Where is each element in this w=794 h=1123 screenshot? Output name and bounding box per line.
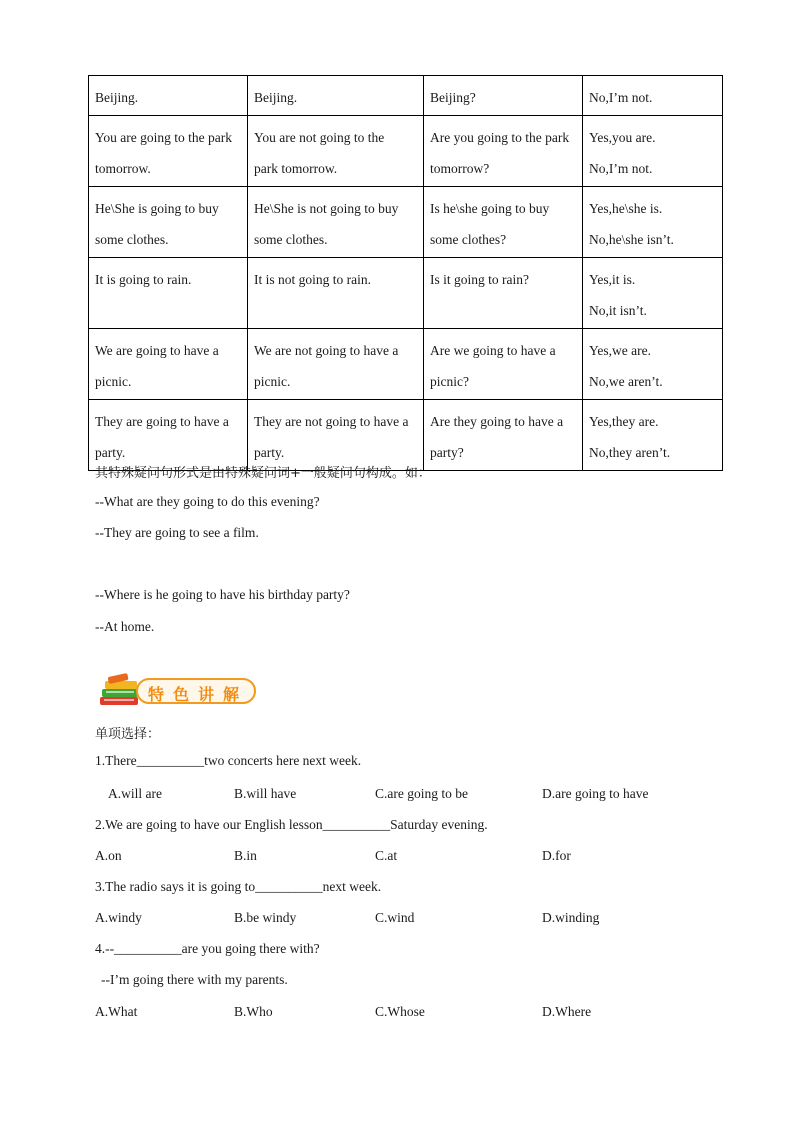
banner-title: 特色讲解 bbox=[148, 685, 249, 704]
table-cell bbox=[583, 187, 723, 258]
table-cell bbox=[89, 116, 248, 187]
cell-line: tomorrow? bbox=[430, 161, 490, 176]
exercise-heading: 单项选择： bbox=[95, 727, 161, 742]
example-question-2: --Where is he going to have his birthday party? bbox=[95, 587, 350, 602]
table-cell bbox=[248, 258, 424, 329]
cell-line: Yes,you are. bbox=[589, 130, 656, 145]
cell-line: They are going to have a bbox=[95, 414, 229, 429]
cell-line: Beijing. bbox=[95, 90, 139, 105]
cell-line: Beijing. bbox=[254, 90, 298, 105]
cell-line: No,it isn’t. bbox=[589, 303, 647, 318]
cell-line: some clothes. bbox=[95, 232, 169, 247]
table-cell bbox=[424, 116, 583, 187]
table-cell bbox=[248, 400, 424, 471]
table-row bbox=[89, 76, 723, 116]
grammar-table bbox=[88, 75, 723, 471]
table-cell bbox=[89, 258, 248, 329]
question-1-stem: 1.There__________two concerts here next week. bbox=[95, 753, 362, 768]
cell-line: party. bbox=[95, 445, 126, 460]
cell-line: some clothes. bbox=[254, 232, 328, 247]
cell-line: picnic. bbox=[254, 374, 291, 389]
cell-line: No,they aren’t. bbox=[589, 445, 671, 460]
table-cell bbox=[424, 187, 583, 258]
q4-option-b: B.Who bbox=[234, 1004, 273, 1019]
cell-line: party? bbox=[430, 445, 464, 460]
q3-option-d: D.winding bbox=[542, 910, 600, 925]
cell-line: some clothes? bbox=[430, 232, 507, 247]
table-cell bbox=[583, 400, 723, 471]
q2-option-a: A.on bbox=[95, 848, 122, 863]
q4-option-a: A.What bbox=[95, 1004, 138, 1019]
cell-line: Yes,we are. bbox=[589, 343, 651, 358]
question-2-stem: 2.We are going to have our English lesson__________Saturday evening. bbox=[95, 817, 488, 832]
cell-line: Beijing? bbox=[430, 90, 476, 105]
cell-line: picnic? bbox=[430, 374, 469, 389]
cell-line: No,I’m not. bbox=[589, 90, 653, 105]
cell-line: We are going to have a bbox=[95, 343, 219, 358]
table-row bbox=[89, 329, 723, 400]
section-banner bbox=[96, 673, 258, 709]
q2-option-b: B.in bbox=[234, 848, 257, 863]
cell-line: Yes,he\she is. bbox=[589, 201, 663, 216]
table-cell bbox=[248, 116, 424, 187]
table-cell bbox=[248, 76, 424, 116]
example-answer-2: --At home. bbox=[95, 619, 155, 634]
table-cell bbox=[583, 116, 723, 187]
q3-option-b: B.be windy bbox=[234, 910, 297, 925]
q1-option-c: C.are going to be bbox=[375, 786, 468, 801]
table-row bbox=[89, 258, 723, 329]
table-cell bbox=[424, 76, 583, 116]
cell-line: No,I’m not. bbox=[589, 161, 653, 176]
q3-option-a: A.windy bbox=[95, 910, 142, 925]
cell-line: Are they going to have a bbox=[430, 414, 564, 429]
example-answer-1: --They are going to see a film. bbox=[95, 525, 259, 540]
cell-line: They are not going to have a bbox=[254, 414, 409, 429]
q4-option-c: C.Whose bbox=[375, 1004, 425, 1019]
table-cell bbox=[583, 258, 723, 329]
cell-line: No,he\she isn’t. bbox=[589, 232, 674, 247]
question-4-stem: 4.--__________are you going there with? bbox=[95, 941, 320, 956]
example-question-1: --What are they going to do this evening? bbox=[95, 494, 320, 509]
cell-line: tomorrow. bbox=[95, 161, 151, 176]
grammar-table-body bbox=[89, 76, 723, 471]
cell-line: Is he\she going to buy bbox=[430, 201, 550, 216]
table-cell bbox=[424, 329, 583, 400]
table-cell bbox=[89, 76, 248, 116]
q4-option-d: D.Where bbox=[542, 1004, 592, 1019]
cell-line: Are we going to have a bbox=[430, 343, 556, 358]
cell-line: party. bbox=[254, 445, 285, 460]
table-cell bbox=[89, 329, 248, 400]
cell-line: Is it going to rain? bbox=[430, 272, 529, 287]
table-cell bbox=[89, 400, 248, 471]
table-cell bbox=[248, 329, 424, 400]
q3-option-c: C.wind bbox=[375, 910, 415, 925]
cell-line: Yes,they are. bbox=[589, 414, 659, 429]
cell-line: Yes,it is. bbox=[589, 272, 636, 287]
cell-line: You are going to the park bbox=[95, 130, 232, 145]
cell-line: He\She is going to buy bbox=[95, 201, 219, 216]
cell-line: We are not going to have a bbox=[254, 343, 399, 358]
cell-line: Are you going to the park bbox=[430, 130, 570, 145]
cell-line: It is going to rain. bbox=[95, 272, 192, 287]
table-cell bbox=[89, 187, 248, 258]
table-cell bbox=[424, 258, 583, 329]
q1-option-a: A.will are bbox=[108, 786, 162, 801]
cell-line: It is not going to rain. bbox=[254, 272, 371, 287]
cell-line: park tomorrow. bbox=[254, 161, 338, 176]
q1-option-d: D.are going to have bbox=[542, 786, 649, 801]
notes-intro: 其特殊疑问句形式是由特殊疑问词+一般疑问句构成。如： bbox=[95, 466, 431, 481]
table-cell bbox=[248, 187, 424, 258]
table-cell bbox=[424, 400, 583, 471]
cell-line: You are not going to the bbox=[254, 130, 385, 145]
cell-line: picnic. bbox=[95, 374, 132, 389]
table-cell bbox=[583, 76, 723, 116]
table-row bbox=[89, 116, 723, 187]
table-row bbox=[89, 400, 723, 471]
cell-line: No,we aren’t. bbox=[589, 374, 663, 389]
q1-option-b: B.will have bbox=[234, 786, 297, 801]
question-4-answer: --I’m going there with my parents. bbox=[101, 972, 288, 987]
q2-option-d: D.for bbox=[542, 848, 571, 863]
cell-line: He\She is not going to buy bbox=[254, 201, 399, 216]
question-3-stem: 3.The radio says it is going to__________next week. bbox=[95, 879, 382, 894]
q2-option-c: C.at bbox=[375, 848, 398, 863]
table-cell bbox=[583, 329, 723, 400]
table-row bbox=[89, 187, 723, 258]
